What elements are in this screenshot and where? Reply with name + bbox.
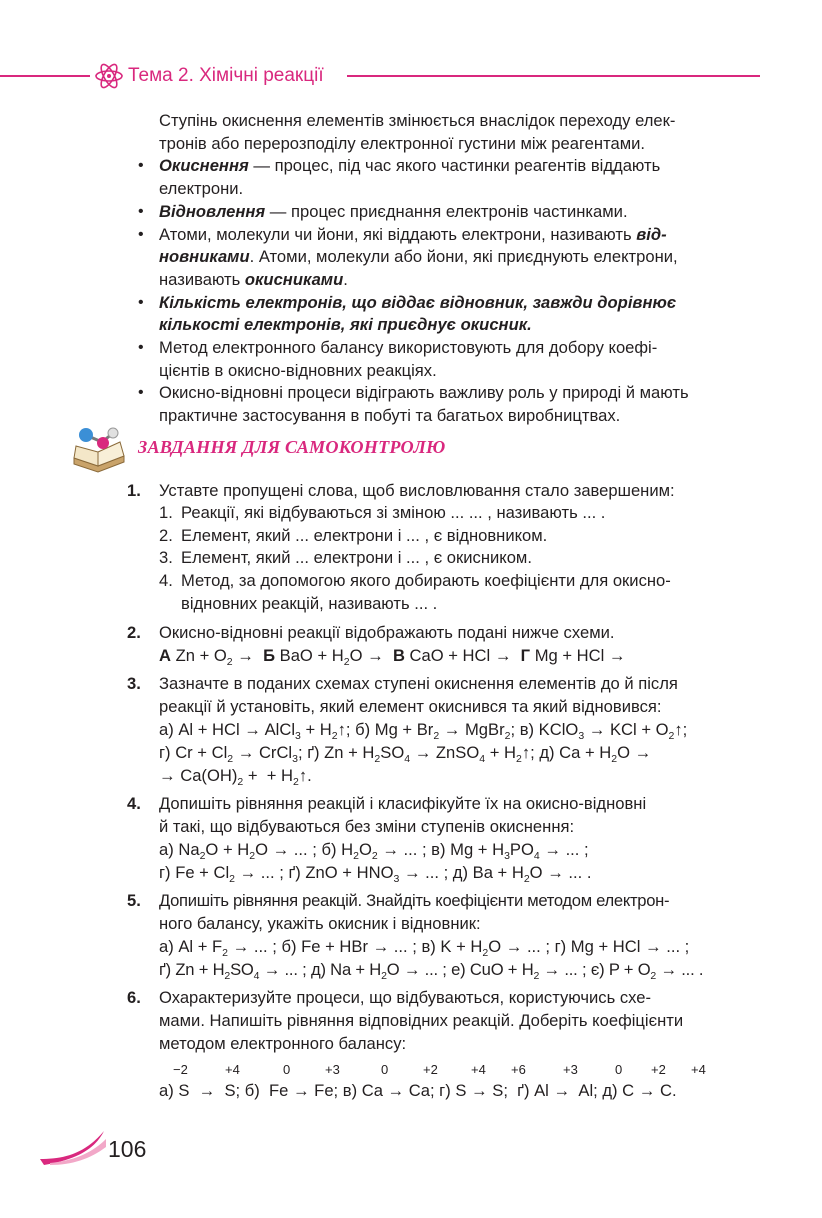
task-number: 6. <box>127 988 141 1007</box>
task-1-item <box>159 502 605 525</box>
item-text: Метод, за допомогою якого добирають коефіцієнти для окисно- <box>181 571 671 590</box>
item-text: Елемент, який ... електрони і ... , є окисником. <box>181 548 532 567</box>
bullet-agents-line-1 <box>159 224 743 247</box>
term-reducers: від- <box>636 225 667 244</box>
molecule-book-icon <box>68 422 128 474</box>
task-1-text: Уставте пропущені слова, щоб висловлювання стало завершеним: <box>159 481 675 500</box>
bullet-balance-line-2: цієнтів в окисно-відновних реакціях. <box>159 361 437 380</box>
bullet-balance-line-1: Метод електронного балансу використовують для добору коефі- <box>159 338 658 357</box>
task-1-item <box>159 547 532 570</box>
option-label: А <box>159 646 171 665</box>
task-3-line-1: Зазначте в поданих схемах ступені окиснення елементів до й після <box>159 674 678 693</box>
oxidation-state: +4 <box>691 1062 706 1077</box>
bullet-text: Атоми, молекули чи йони, які віддають електрони, називають <box>159 225 637 244</box>
header-rule-right <box>347 75 760 77</box>
bullet-marker: • <box>138 203 144 220</box>
task-6-line-3: методом електронного балансу: <box>159 1034 407 1053</box>
rule-text: кількості електронів, які приєднує окисник. <box>159 315 532 334</box>
task-5-equations-2: ґ) $Zn + H_2SO_4$ → ... ; д) $Na + H_2O$ → ... ; е) CuO + $H_2$ → ... ; є) $P + O_2$ → ... . <box>159 960 704 982</box>
oxidation-states-row <box>159 1062 759 1078</box>
scheme-text: BaO + H <box>275 646 344 665</box>
option-label: Г <box>520 646 531 665</box>
task-number: 3. <box>127 674 141 693</box>
oxidation-state: +2 <box>651 1062 666 1077</box>
task-6-schemes: а) S → S; б) Fe → Fe; в) Ca → Ca; г) S → S; ґ) Al → Al; д) C → C. <box>159 1081 677 1100</box>
oxidation-state: +3 <box>563 1062 578 1077</box>
bullet-rule-line-2 <box>159 314 743 337</box>
item-text: Реакції, які відбуваються зі зміною ... ... , називають ... . <box>181 503 606 522</box>
task-number: 2. <box>127 623 141 642</box>
bullet-agents-line-3 <box>159 269 743 292</box>
item-number: 3. <box>159 548 173 567</box>
oxidation-state: +4 <box>225 1062 240 1077</box>
option-label: Б <box>263 646 276 665</box>
task-1-item <box>159 570 743 593</box>
rule-text: Кількість електронів, що віддає відновник, завжди дорівнює <box>159 293 677 312</box>
bullet-reduction <box>159 201 743 224</box>
task-1-item-cont: відновних реакцій, називають ... . <box>181 594 438 613</box>
oxidation-state: 0 <box>615 1062 623 1077</box>
intro-line-1: Ступінь окиснення елементів змінюється внаслідок переходу елек- <box>159 111 676 130</box>
oxidation-state: +3 <box>325 1062 340 1077</box>
task-3-equations-1: а) Al + HCl → AlCl$_3$ + $H_2↑$; б) $Mg + Br_2$ → MgBr$_2$; в) KClO$_3$ → KCl + $O_2↑$; <box>159 720 688 742</box>
oxidation-state: +6 <box>511 1062 526 1077</box>
bullet-role-line-1: Окисно-відновні процеси відіграють важливу роль у природі й мають <box>159 383 689 402</box>
oxidation-state: +2 <box>423 1062 438 1077</box>
bullet-text: називають <box>159 270 245 289</box>
bullet-marker: • <box>138 157 144 174</box>
bullet-agents-line-2 <box>159 246 743 269</box>
task-3-equations-2: г) $Cr + Cl_2$ → CrCl$_3$; ґ) $Zn + H_2SO_4$ → ZnSO$_4$ + $H_2↑$; д) $Ca + H_2O$ → <box>159 743 652 765</box>
task-4-line-1: Допишіть рівняння реакцій і класифікуйте їх на окисно-відновні <box>159 794 647 813</box>
bullet-rule-line-1 <box>159 292 743 315</box>
task-5-line-1: Допишіть рівняння реакцій. Знайдіть коефіцієнти методом електрон- <box>159 891 670 910</box>
task-number: 4. <box>127 794 141 813</box>
item-number: 4. <box>159 571 173 590</box>
intro-line-2: тронів або перерозподілу електронної густини між реагентами. <box>159 134 646 153</box>
bullet-text: . <box>343 270 348 289</box>
scheme-text: CaO + HCl → <box>404 646 517 665</box>
bullet-marker: • <box>138 294 144 311</box>
page-swoosh-icon <box>40 1125 108 1167</box>
task-5-equations-1: а) $Al + F_2$ → ... ; б) Fe + HBr → ... ; в) $K + H_2O$ → ... ; г) Mg + HCl → ... ; <box>159 937 690 959</box>
term-reducers: новниками <box>159 247 250 266</box>
task-6-line-2: мами. Напишіть рівняння відповідних реакцій. Доберіть коефіцієнти <box>159 1011 684 1030</box>
subscript: 2 <box>226 656 233 668</box>
task-number: 5. <box>127 891 141 910</box>
scheme-text: O → <box>349 646 389 665</box>
bullet-oxidation-line-1 <box>159 155 743 178</box>
item-number: 1. <box>159 503 173 522</box>
task-2-schemes <box>159 645 743 670</box>
bullet-marker: • <box>138 339 144 356</box>
task-4-equations-1: а) $Na_2O + H_2O$ → ... ; б) $H_2O_2$ → ... ; в) $Mg + H_3PO_4$ → ... ; <box>159 840 589 862</box>
item-number: 2. <box>159 526 173 545</box>
term-oxidizers: окисниками <box>244 270 344 289</box>
oxidation-state: 0 <box>381 1062 389 1077</box>
oxidation-state: 0 <box>283 1062 291 1077</box>
oxidation-state: +4 <box>471 1062 486 1077</box>
item-text: Елемент, який ... електрони і ... , є відновником. <box>181 526 548 545</box>
task-number: 1. <box>127 481 141 500</box>
bullet-role-line-2: практичне застосування в побуті та багатьох виробництвах. <box>159 406 621 425</box>
task-2-text: Окисно-відновні реакції відображають подані нижче схеми. <box>159 623 615 642</box>
atom-icon <box>94 62 124 90</box>
scheme-text: Zn + O <box>170 646 227 665</box>
term-reduction: Відновлення <box>159 202 266 221</box>
task-5-line-2: ного балансу, укажіть окисник і відновник: <box>159 914 481 933</box>
scheme-text: → <box>232 646 259 665</box>
task-6-line-1: Охарактеризуйте процеси, що відбуваються, користуючись схе- <box>159 988 651 1007</box>
section-title: ЗАВДАННЯ ДЛЯ САМОКОНТРОЛЮ <box>138 437 446 457</box>
bullet-oxidation-line-2: електрони. <box>159 179 244 198</box>
page-number: 106 <box>108 1136 147 1162</box>
bullet-text: — процес приєднання електронів частинками. <box>265 202 628 221</box>
chapter-title: Тема 2. Хімічні реакції <box>128 65 324 86</box>
bullet-text: . Атоми, молекули або йони, які приєднують електрони, <box>249 247 678 266</box>
task-4-equations-2: г) $Fe + Cl_2$ → ... ; ґ) ZnO + $HNO_3$ → ... ; д) $Ba + H_2O$ → ... . <box>159 863 592 885</box>
task-4-line-2: й такі, що відбуваються без зміни ступенів окиснення: <box>159 817 575 836</box>
term-oxidation: Окиснення <box>159 156 249 175</box>
bullet-text: — процес, під час якого частинки реагентів віддають <box>248 156 661 175</box>
page-header <box>0 62 822 90</box>
task-1-item <box>159 525 547 548</box>
scheme-text: Mg + HCl → <box>530 646 626 665</box>
task-3-equations-3: → $Ca(OH)_2$ + + $H_2↑$. <box>159 766 312 788</box>
option-label: В <box>392 646 405 665</box>
header-rule-left <box>0 75 90 77</box>
bullet-marker: • <box>138 384 144 401</box>
bullet-marker: • <box>138 226 144 243</box>
subscript: 2 <box>343 656 350 668</box>
task-3-line-2: реакції й установіть, який елемент окиснився та який відновився: <box>159 697 662 716</box>
oxidation-state: −2 <box>173 1062 188 1077</box>
